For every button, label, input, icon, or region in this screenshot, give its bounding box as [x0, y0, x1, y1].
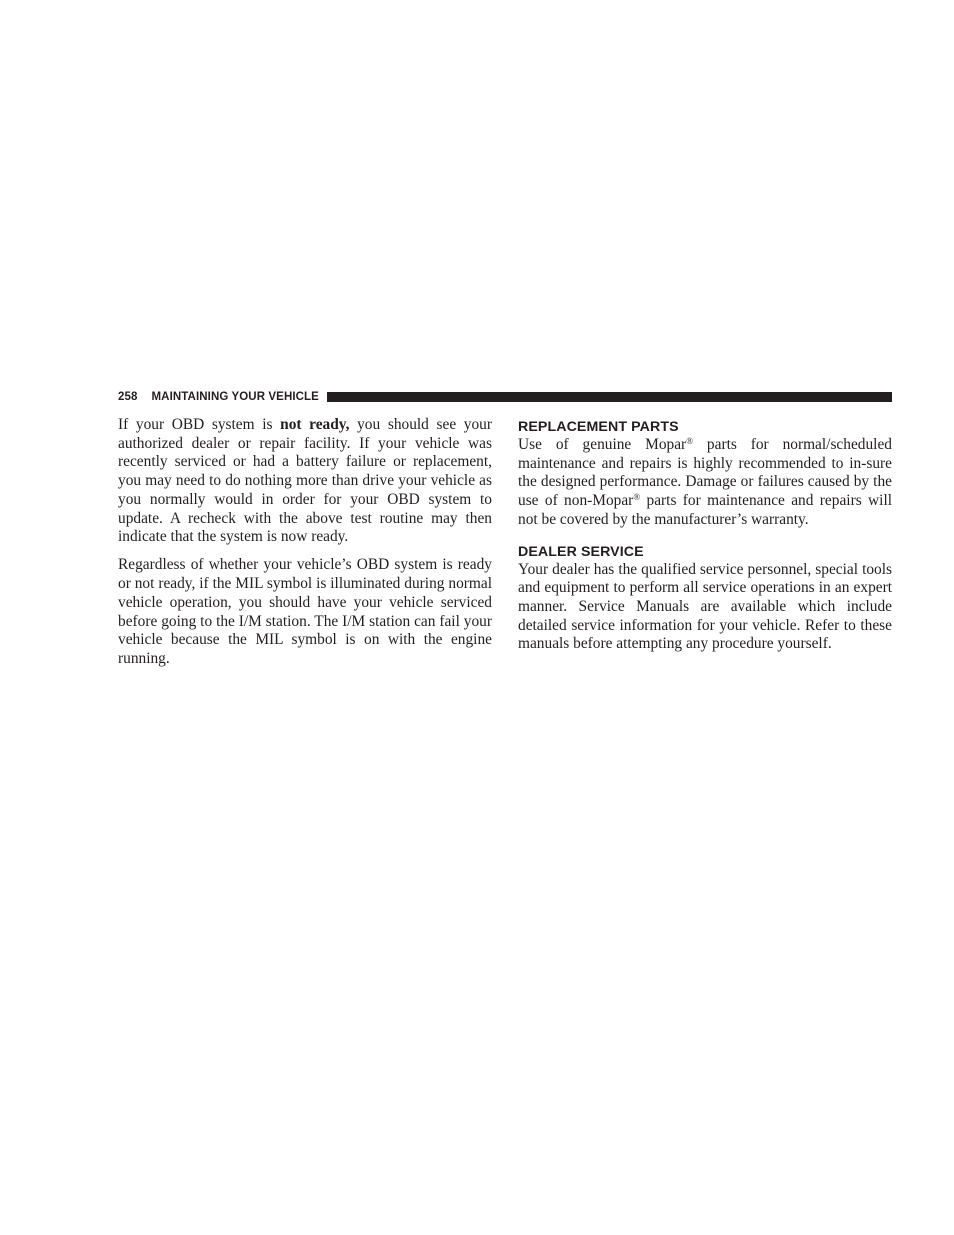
dealer-service-heading: DEALER SERVICE	[518, 543, 644, 560]
page-number: 258	[118, 391, 138, 403]
paragraph-text: If your OBD system is	[118, 416, 281, 433]
dealer-service-paragraph: Your dealer has the qualified service personnel, special tools and equipment to perform all service operations in an expert manner. Service Manuals are available which include detailed service information for your vehicle. Refer to these manuals before attempting any procedure yourself.	[518, 560, 892, 653]
paragraph-text: parts for normal/scheduled maintenance and repairs is highly recommended to in-sure the designed performance. Damage or failures caused by the use of non-Mopar	[518, 436, 892, 510]
not-ready-emphasis: not ready,	[280, 416, 350, 433]
right-column	[518, 416, 892, 654]
left-column	[118, 416, 492, 669]
obd-not-ready-paragraph	[118, 416, 492, 547]
registered-mark: ®	[686, 436, 694, 447]
mil-symbol-paragraph: Regardless of whether your vehicle’s OBD system is ready or not ready, if the MIL symbol is illuminated during normal vehicle operation, you should have your vehicle serviced before going to the I/M station. The I/M station can fail your vehicle because the MIL symbol is on with the engine running.	[118, 556, 492, 667]
paragraph-text: Use of genuine Mopar	[518, 436, 687, 453]
paragraph-text: parts for maintenance and repairs will not be covered by the manufacturer’s warranty.	[518, 492, 892, 528]
registered-mark: ®	[633, 492, 641, 503]
paragraph-text: you should see your authorized dealer or repair facility. If your vehicle was recently serviced or had a battery failure or replacement, you may need to do nothing more than drive your vehicle as you normally would in order for your OBD system to update. A recheck with the above test routine may then indicate that the system is now ready.	[118, 416, 493, 546]
page-header	[118, 389, 892, 405]
replacement-parts-heading: REPLACEMENT PARTS	[518, 419, 679, 435]
section-title: MAINTAINING YOUR VEHICLE	[151, 391, 319, 403]
header-rule-bar	[327, 392, 892, 402]
replacement-parts-paragraph	[518, 436, 892, 530]
